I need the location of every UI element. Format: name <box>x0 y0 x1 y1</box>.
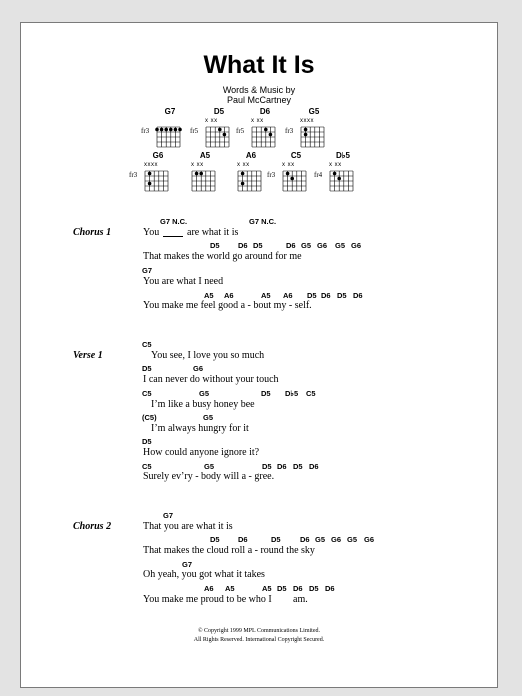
muted-strings: x xx <box>237 162 250 168</box>
lyric-line: I can never do without your touch <box>143 374 279 385</box>
chord: D5 <box>253 241 263 250</box>
finger-dot <box>264 128 268 132</box>
finger-dot <box>148 182 152 186</box>
finger-dot <box>218 128 222 132</box>
lyric-line: You are what I need <box>143 276 224 287</box>
finger-dot <box>241 172 245 176</box>
finger-dot <box>169 128 173 132</box>
finger-dot <box>155 128 159 132</box>
finger-dot <box>286 172 290 176</box>
chord: D5 <box>271 535 281 544</box>
chord: G6 <box>351 241 362 250</box>
chord: A6 <box>283 291 293 300</box>
section-label-chorus-2: Chorus 2 <box>73 521 112 532</box>
fret-position: fr3 <box>129 171 138 179</box>
chord: G7 N.C. <box>160 217 188 226</box>
chord: D♭5 <box>285 389 299 398</box>
chord: G6 <box>193 364 204 373</box>
finger-dot <box>174 128 178 132</box>
fret-position: fr5 <box>236 127 245 135</box>
chord: G7 N.C. <box>249 217 277 226</box>
chord: G6 <box>317 241 328 250</box>
lyric-line: How could anyone ignore it? <box>143 447 260 458</box>
finger-dot <box>304 133 308 137</box>
chord: D5 <box>277 584 287 593</box>
chord-diagram-name: D5 <box>213 107 225 116</box>
chord: G6 <box>364 535 375 544</box>
chord: A5 <box>261 291 271 300</box>
chord-diagram <box>285 107 345 157</box>
lyric-line: You see, I love you so much <box>151 350 265 361</box>
chord: C5 <box>142 389 152 398</box>
chord: A5 <box>204 291 214 300</box>
chord: D5 <box>337 291 347 300</box>
fretboard-grid <box>143 170 171 192</box>
chord: D5 <box>142 364 152 373</box>
lyric-line: That makes the world go around for me <box>143 251 302 262</box>
chord: A6 <box>224 291 234 300</box>
chord: A5 <box>225 584 235 593</box>
copyright-line: © Copyright 1999 MPL Communications Limited. <box>197 628 320 634</box>
finger-dot <box>269 133 273 137</box>
fret-position: fr3 <box>141 127 150 135</box>
song-title: What It Is <box>203 51 315 79</box>
muted-strings: x xx <box>191 162 204 168</box>
chord: C5 <box>142 340 152 349</box>
lyric-line: You make me proud to be who I <box>143 594 272 605</box>
chord: D5 <box>293 462 303 471</box>
lyric-line: That makes the cloud roll a - round the sky <box>143 545 315 556</box>
muted-strings: xxxx <box>144 162 158 168</box>
sheet-music-page <box>20 22 498 688</box>
fret-position: fr3 <box>285 127 294 135</box>
section-label-chorus-1: Chorus 1 <box>73 227 112 238</box>
chord-diagram-name: G7 <box>164 107 176 116</box>
fret-position: fr4 <box>314 171 323 179</box>
chord: D6 <box>286 241 296 250</box>
lyric-line: am. <box>293 594 308 605</box>
finger-dot <box>333 172 337 176</box>
chord: D5 <box>262 462 272 471</box>
chord: D5 <box>210 241 220 250</box>
lyric-line: That you are what it is <box>143 521 233 532</box>
chord-diagram-name: A5 <box>199 151 211 160</box>
chord: G5 <box>203 413 214 422</box>
fretboard-grid <box>328 170 356 192</box>
fretboard-grid <box>155 126 183 148</box>
chord: D5 <box>210 535 220 544</box>
finger-dot <box>199 172 203 176</box>
lyric-line: You <box>143 227 160 238</box>
chord: D6 <box>293 584 303 593</box>
muted-strings: xxxx <box>300 118 314 124</box>
chord-diagram-name: G6 <box>152 151 164 160</box>
chord: G5 <box>335 241 346 250</box>
chord: (C5) <box>142 413 157 422</box>
rights-line: All Rights Reserved. International Copyright Secured. <box>193 637 325 643</box>
fretboard-grid <box>250 126 278 148</box>
lyric-line: I’m like a busy honey bee <box>151 399 255 410</box>
chord: G7 <box>142 266 153 275</box>
chord: C5 <box>306 389 316 398</box>
finger-dot <box>160 128 164 132</box>
muted-strings: x xx <box>205 118 218 124</box>
chord: A6 <box>204 584 214 593</box>
chord-diagram-name: D6 <box>259 107 271 116</box>
chord: G5 <box>315 535 326 544</box>
chord: D6 <box>277 462 287 471</box>
lyric-line: are what it is <box>187 227 239 238</box>
chord: D6 <box>353 291 363 300</box>
chord: A5 <box>262 584 272 593</box>
lyric-line: You make me feel good a - bout my - self. <box>143 300 312 311</box>
fretboard-grid <box>190 170 218 192</box>
chord: G5 <box>301 241 312 250</box>
muted-strings: x xx <box>251 118 264 124</box>
muted-strings: x xx <box>282 162 295 168</box>
finger-dot <box>337 177 341 181</box>
chord: D6 <box>309 462 319 471</box>
chord-diagram-name: A6 <box>245 151 257 160</box>
finger-dot <box>223 133 227 137</box>
chord: G7 <box>163 511 174 520</box>
chord-diagram <box>314 151 374 201</box>
chord: G5 <box>199 389 210 398</box>
muted-strings: x xx <box>329 162 342 168</box>
lyric-line: I’m always hungry for it <box>151 423 249 434</box>
chord: C5 <box>142 462 152 471</box>
melisma-line <box>163 236 183 237</box>
chord: D5 <box>142 437 152 446</box>
finger-dot <box>241 182 245 186</box>
chord: D6 <box>238 535 248 544</box>
chord: D5 <box>309 584 319 593</box>
lyric-line: Oh yeah, you got what it takes <box>143 569 265 580</box>
chord: D5 <box>261 389 271 398</box>
chord: G5 <box>347 535 358 544</box>
chord: G7 <box>182 560 193 569</box>
chord-diagram-name: C5 <box>290 151 302 160</box>
fretboard-grid <box>299 126 327 148</box>
chord-diagram-name: D♭5 <box>336 151 350 160</box>
fretboard-grid <box>236 170 264 192</box>
section-label-verse-1: Verse 1 <box>73 350 103 361</box>
chord: D6 <box>300 535 310 544</box>
finger-dot <box>148 172 152 176</box>
fret-position: fr3 <box>267 171 276 179</box>
lyric-line: Surely ev’ry - body will a - gree. <box>143 471 275 482</box>
chord: D6 <box>238 241 248 250</box>
credit-composer: Paul McCartney <box>226 95 292 105</box>
chord: D6 <box>321 291 331 300</box>
fretboard-grid <box>204 126 232 148</box>
fret-position: fr5 <box>190 127 199 135</box>
chord: D6 <box>325 584 335 593</box>
chord: D5 <box>307 291 317 300</box>
chord: G5 <box>204 462 215 471</box>
finger-dot <box>304 128 308 132</box>
finger-dot <box>178 128 182 132</box>
finger-dot <box>195 172 199 176</box>
credit-words-music: Words & Music by <box>222 85 296 95</box>
chord-diagram-name: G5 <box>308 107 320 116</box>
fretboard-grid <box>281 170 309 192</box>
finger-dot <box>164 128 168 132</box>
chord: G6 <box>331 535 342 544</box>
finger-dot <box>290 177 294 181</box>
